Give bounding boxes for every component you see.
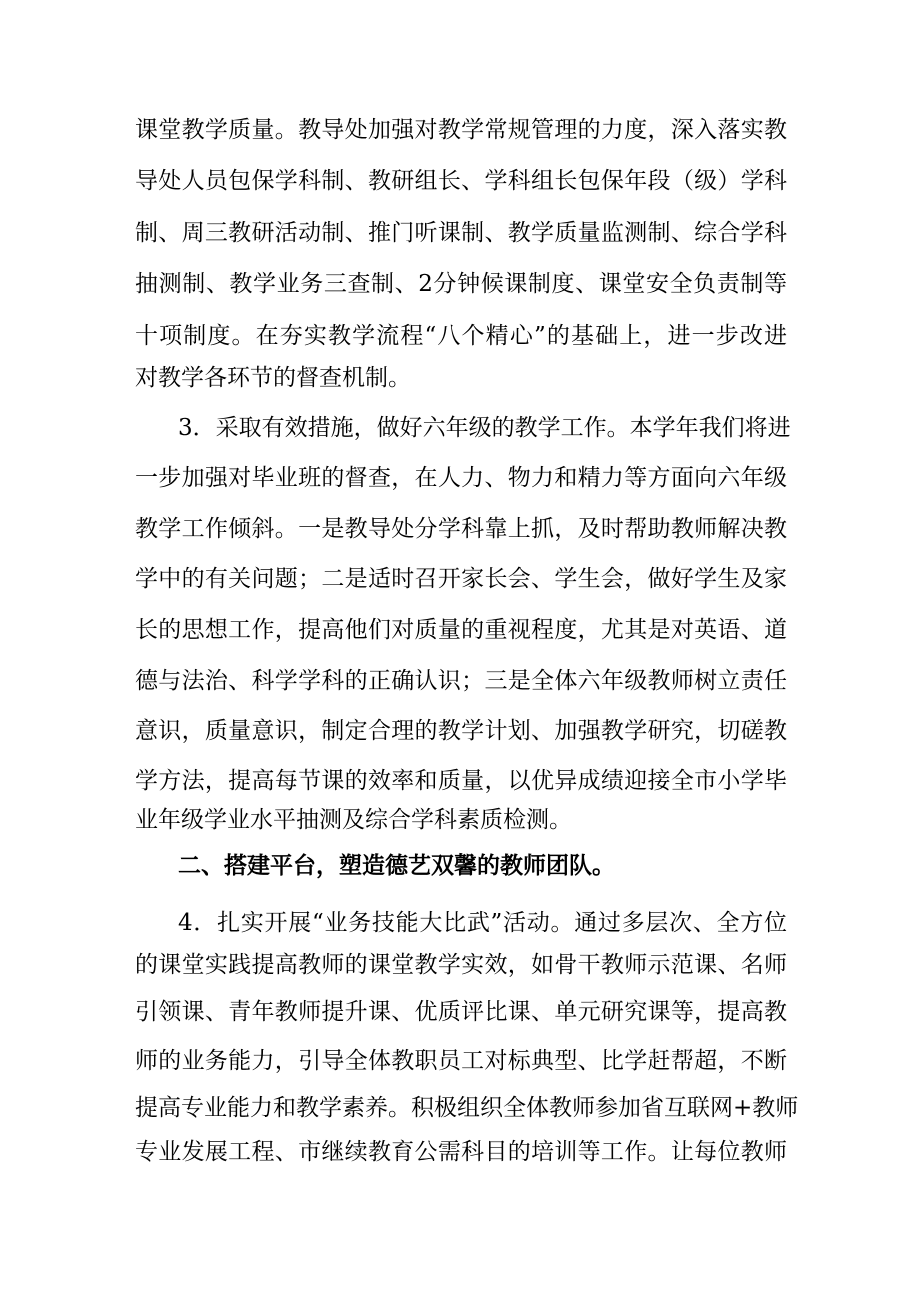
paragraph-line: 十项制度。在夯实教学流程“八个精心”的基础上，进一步改进: [135, 323, 787, 349]
paragraph-line: 长的思想工作，提高他们对质量的重视程度，尤其是对英语、道: [135, 617, 787, 643]
paragraph-line: 导处人员包保学科制、教研组长、学科组长包保年段（级）学科: [135, 168, 787, 194]
paragraph-line: 学中的有关问题；二是适时召开家长会、学生会，做好学生及家: [135, 566, 787, 592]
paragraph-line: 的课堂实践提高教师的课堂教学实效，如骨干教师示范课、名师: [135, 952, 787, 978]
paragraph-line: 制、周三教研活动制、推门听课制、教学质量监测制、综合学科: [135, 220, 787, 246]
paragraph-line: 意识，质量意识，制定合理的教学计划、加强教学研究，切磋教: [135, 718, 787, 744]
section-heading: 二、搭建平台，塑造德艺双馨的教师团队。: [178, 853, 615, 879]
paragraph-line: 4．扎实开展“业务技能大比武”活动。通过多层次、全方位: [178, 910, 787, 936]
paragraph-line: 德与法治、科学学科的正确认识；三是全体六年级教师树立责任: [135, 668, 787, 694]
paragraph-line: 对教学各环节的督查机制。: [135, 365, 411, 391]
paragraph-line: 专业发展工程、市继续教育公需科目的培训等工作。让每位教师: [135, 1139, 787, 1165]
paragraph-line: 抽测制、教学业务三查制、2分钟候课制度、课堂安全负责制等: [135, 271, 787, 297]
paragraph-line: 业年级学业水平抽测及综合学科素质检测。: [135, 807, 572, 833]
paragraph-line: 提高专业能力和教学素养。积极组织全体教师参加省互联网+教师: [135, 1095, 799, 1121]
paragraph-line: 一步加强对毕业班的督查，在人力、物力和精力等方面向六年级: [135, 465, 787, 491]
paragraph-line: 引领课、青年教师提升课、优质评比课、单元研究课等，提高教: [135, 999, 787, 1025]
paragraph-line: 教学工作倾斜。一是教导处分学科靠上抓，及时帮助教师解决教: [135, 516, 787, 542]
paragraph-line: 学方法，提高每节课的效率和质量，以优异成绩迎接全市小学毕: [135, 768, 787, 794]
paragraph-line: 师的业务能力，引导全体教职员工对标典型、比学赶帮超，不断: [135, 1048, 787, 1074]
paragraph-line: 课堂教学质量。教导处加强对教学常规管理的力度，深入落实教: [135, 117, 787, 143]
paragraph-line: 3．采取有效措施，做好六年级的教学工作。本学年我们将进: [178, 415, 791, 441]
